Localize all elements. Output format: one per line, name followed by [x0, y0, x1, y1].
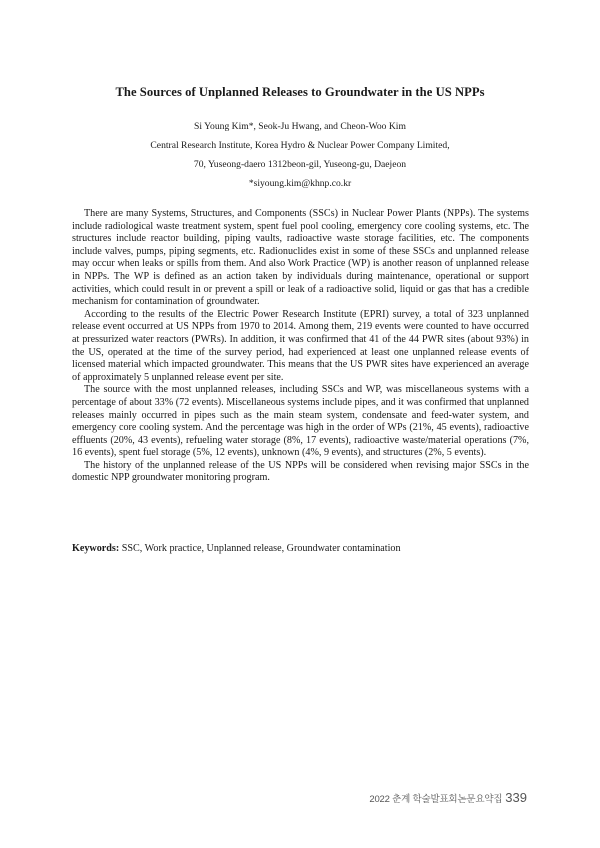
- keywords-label: Keywords:: [72, 543, 120, 554]
- abstract-paragraph-4: The history of the unplanned release of the US NPPs will be considered when revising major SSCs in the domestic NPP groundwater monitoring program.: [72, 459, 529, 484]
- affiliation-address: 70, Yuseong-daero 1312beon-gil, Yuseong-gu, Daejeon: [193, 159, 407, 170]
- author-email: *siyoung.kim@khnp.co.kr: [248, 178, 352, 189]
- author-list: Si Young Kim*, Seok-Ju Hwang, and Cheon-Woo Kim: [194, 121, 406, 132]
- page-footer: [369, 789, 527, 807]
- affiliation-institute: Central Research Institute, Korea Hydro & Nuclear Power Company Limited,: [150, 140, 450, 151]
- paper-title: The Sources of Unplanned Releases to Groundwater in the US NPPs: [115, 85, 485, 99]
- proceedings-title: 2022 춘계 학술발표회논문요약집: [369, 794, 503, 805]
- abstract-body: [72, 208, 529, 485]
- abstract-paragraph-2: According to the results of the Electric Power Research Institute (EPRI) survey, a total of 323 unplanned release event occurred at US NPPs from 1970 to 2014. Among them, 219 events were counted to have occurred at pressurized water reactors (PWRs). In addition, it was confirmed that 41 of the 44 PWR sites (about 93%) in the US, operated at the time of the survey period, had experienced at least one unplanned release events of licensed material which impacted groundwater. This means that the US PWR sites have experienced an average of approximately 5 unplanned release event per site.: [72, 308, 529, 383]
- page-number: 339: [505, 790, 527, 805]
- keywords-list: SSC, Work practice, Unplanned release, Groundwater contamination: [121, 543, 401, 554]
- abstract-paragraph-3: The source with the most unplanned releases, including SSCs and WP, was miscellaneous systems with a percentage of about 33% (72 events). Miscellaneous systems include pipes, and it was confirmed that unplanned releases mainly occurred in pipes such as the main steam system, condensate and feed-water system, and emergency core cooling system. And the percentage was high in the order of WPs (21%, 45 events), radioactive effluents (20%, 43 events), refueling water storage (8%, 17 events), radioactive waste/material operations (7%, 16 events), spent fuel storage (5%, 12 events), unknown (4%, 9 events), and structures (2%, 5 events).: [72, 384, 529, 459]
- keywords-line: [72, 543, 532, 554]
- abstract-paragraph-1: There are many Systems, Structures, and Components (SSCs) in Nuclear Power Plants (NPPs). The systems include radiological waste treatment system, spent fuel pool cooling, emergency core cooling systems, etc. The structures include reactor building, piping vaults, radioactive waste storage facilities, etc. The components include valves, pumps, piping segments, etc. Radionuclides exist in some of these SSCs and unplanned release may occur when leaks or spills from them. And also Work Practice (WP) is another reason of unplanned release in NPPs. The WP is defined as an action taken by individuals during maintenance, operational or support activities, which could result in or prevent a spill or leak of a radioactive solid, liquid or gas that has a credible mechanism for contamination of groundwater.: [72, 208, 529, 308]
